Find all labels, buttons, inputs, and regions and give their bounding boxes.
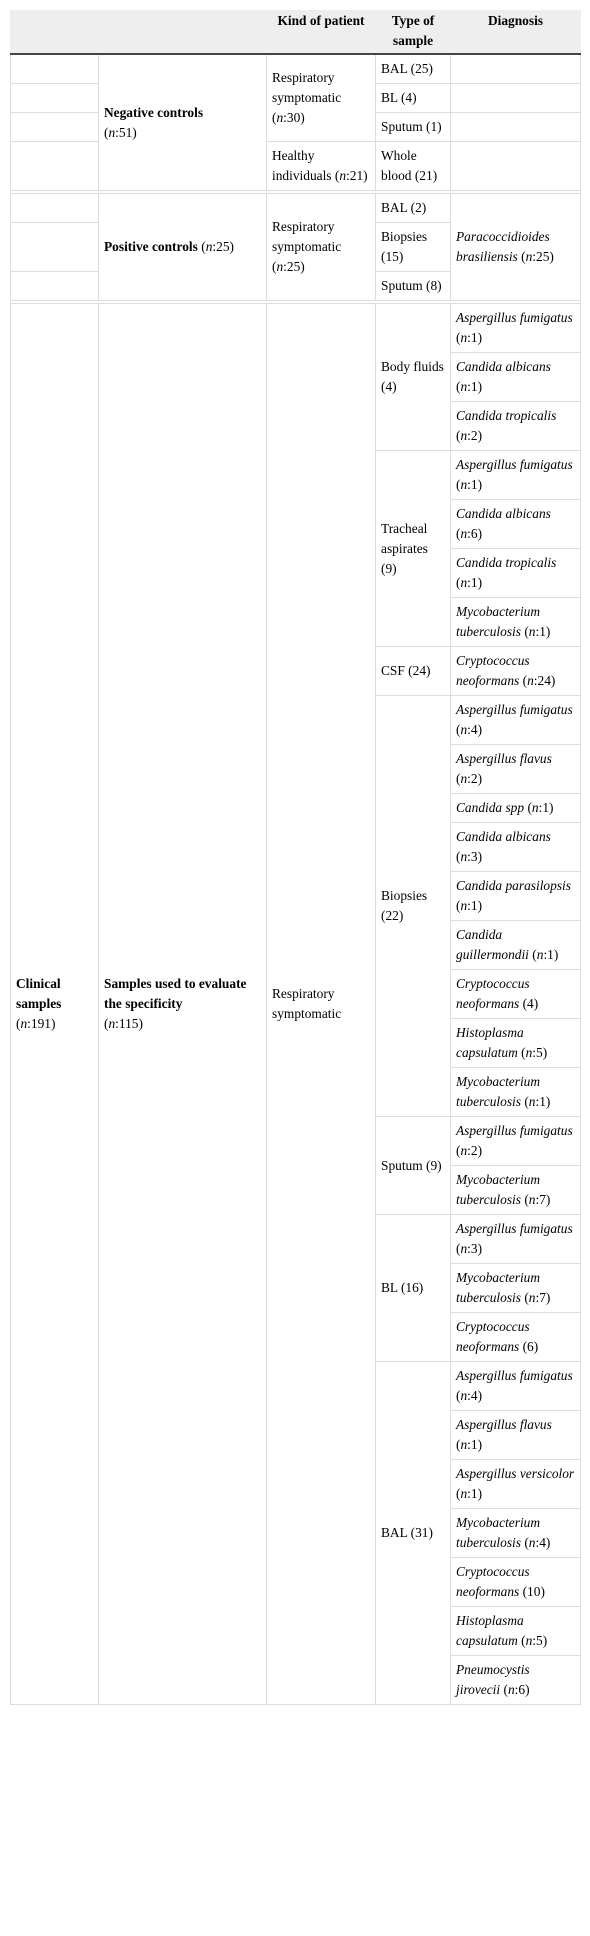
diagnosis-cell — [451, 1068, 581, 1117]
diagnosis-name: Cryptococcus neoformans — [456, 1319, 530, 1354]
clinical-samples-cell — [11, 304, 99, 1705]
header-type: Type of sample — [376, 11, 451, 55]
positive-biopsies: Biopsies (15) — [376, 223, 451, 272]
diagnosis-name: Mycobacterium tuberculosis — [456, 1270, 541, 1305]
diagnosis-n: (n:1) — [456, 898, 483, 913]
diagnosis-name: Aspergillus fumigatus — [456, 1123, 573, 1138]
diagnosis-name: Pneumocystis jirovecii — [456, 1662, 530, 1697]
diagnosis-name: Candida albicans — [456, 359, 551, 374]
diagnosis-n: (n:2) — [456, 428, 483, 443]
diagnosis-n: (n:4) — [456, 1388, 483, 1403]
diagnosis-n: (n:6) — [503, 1682, 530, 1697]
negative-bl: BL (4) — [376, 84, 451, 113]
diagnosis-n: (n:1) — [527, 800, 554, 815]
diagnosis-n: (n:1) — [456, 477, 483, 492]
empty-cell — [11, 142, 99, 191]
empty-cell — [451, 113, 581, 142]
diagnosis-name: Aspergillus fumigatus — [456, 457, 573, 472]
diagnosis-name: Aspergillus fumigatus — [456, 1221, 573, 1236]
diagnosis-cell — [451, 353, 581, 402]
negative-whole-blood: Whole blood (21) — [376, 142, 451, 191]
diagnosis-name: Candida parasilopsis — [456, 878, 571, 893]
empty-cell — [11, 54, 99, 84]
header-kind: Kind of patient — [267, 11, 376, 55]
diagnosis-cell — [451, 1313, 581, 1362]
table-row — [11, 194, 581, 223]
diagnosis-n: (4) — [522, 996, 539, 1011]
negative-resp-kind-text: Respiratory symptomatic (n:30) — [272, 70, 342, 125]
header-row — [11, 11, 581, 55]
diagnosis-cell — [451, 1411, 581, 1460]
diagnosis-n: (n:1) — [456, 1486, 483, 1501]
diagnosis-name: Aspergillus fumigatus — [456, 702, 573, 717]
diagnosis-cell — [451, 745, 581, 794]
clinical-samples-label: Clinical samples — [16, 976, 62, 1011]
diagnosis-n: (6) — [522, 1339, 539, 1354]
empty-cell — [11, 272, 99, 301]
positive-controls-n: (n:25) — [201, 239, 234, 254]
diagnosis-cell — [451, 794, 581, 823]
clinical-kind: Respiratory symptomatic — [267, 304, 376, 1705]
sample-type: CSF (24) — [376, 647, 451, 696]
diagnosis-name: Mycobacterium tuberculosis — [456, 1515, 541, 1550]
diagnosis-n: (10) — [522, 1584, 545, 1599]
positive-dx-name: Paracoccidioides brasiliensis — [456, 229, 550, 264]
negative-controls-cell — [99, 54, 267, 191]
diagnosis-cell — [451, 1656, 581, 1705]
diagnosis-cell — [451, 1166, 581, 1215]
specificity-n: (n:115) — [104, 1016, 143, 1031]
positive-kind-text: Respiratory symptomatic (n:25) — [272, 219, 342, 274]
positive-bal: BAL (2) — [376, 194, 451, 223]
negative-resp-kind — [267, 54, 376, 142]
diagnosis-name: Aspergillus fumigatus — [456, 310, 573, 325]
diagnosis-n: (n:3) — [456, 849, 483, 864]
diagnosis-n: (n:3) — [456, 1241, 483, 1256]
empty-cell — [11, 223, 99, 272]
diagnosis-n: (n:1) — [524, 624, 551, 639]
header-col2 — [99, 11, 267, 55]
diagnosis-cell — [451, 970, 581, 1019]
sample-type: Biopsies (22) — [376, 696, 451, 1117]
diagnosis-n: (n:7) — [524, 1290, 551, 1305]
diagnosis-name: Aspergillus versicolor — [456, 1466, 575, 1481]
diagnosis-n: (n:4) — [524, 1535, 551, 1550]
sample-type: Sputum (9) — [376, 1117, 451, 1215]
diagnosis-cell — [451, 304, 581, 353]
diagnosis-n: (n:4) — [456, 722, 483, 737]
diagnosis-cell — [451, 549, 581, 598]
sample-type: Tracheal aspirates (9) — [376, 451, 451, 647]
diagnosis-name: Histoplasma capsulatum — [456, 1025, 524, 1060]
negative-bal: BAL (25) — [376, 54, 451, 84]
diagnosis-name: Mycobacterium tuberculosis — [456, 1172, 541, 1207]
diagnosis-n: (n:1) — [456, 379, 483, 394]
diagnosis-cell — [451, 402, 581, 451]
diagnosis-n: (n:5) — [521, 1633, 548, 1648]
diagnosis-name: Mycobacterium tuberculosis — [456, 1074, 541, 1109]
positive-sputum: Sputum (8) — [376, 272, 451, 301]
positive-kind — [267, 194, 376, 301]
table-row — [11, 142, 581, 191]
clinical-samples-n: (n:191) — [16, 1016, 56, 1031]
negative-controls-label: Negative controls — [104, 104, 204, 120]
negative-sputum: Sputum (1) — [376, 113, 451, 142]
diagnosis-cell — [451, 1509, 581, 1558]
diagnosis-name: Candida albicans — [456, 829, 551, 844]
diagnosis-name: Candida tropicalis — [456, 555, 557, 570]
sample-type: BL (16) — [376, 1215, 451, 1362]
samples-table — [10, 10, 581, 1705]
positive-dx-n: (n:25) — [521, 249, 554, 264]
diagnosis-cell — [451, 1117, 581, 1166]
diagnosis-name: Candida albicans — [456, 506, 551, 521]
specificity-label: Samples used to evaluate the specificity — [104, 976, 247, 1011]
diagnosis-name: Histoplasma capsulatum — [456, 1613, 524, 1648]
diagnosis-cell — [451, 823, 581, 872]
diagnosis-name: Candida tropicalis — [456, 408, 557, 423]
diagnosis-cell — [451, 598, 581, 647]
empty-cell — [451, 84, 581, 113]
empty-cell — [451, 142, 581, 191]
diagnosis-cell — [451, 451, 581, 500]
diagnosis-cell — [451, 1264, 581, 1313]
table-row — [11, 304, 581, 353]
diagnosis-cell — [451, 500, 581, 549]
diagnosis-name: Mycobacterium tuberculosis — [456, 604, 541, 639]
diagnosis-cell — [451, 1019, 581, 1068]
diagnosis-n: (n:5) — [521, 1045, 548, 1060]
empty-cell — [11, 84, 99, 113]
diagnosis-name: Aspergillus flavus — [456, 751, 552, 766]
diagnosis-name: Candida spp — [456, 800, 525, 815]
sample-type: Body fluids (4) — [376, 304, 451, 451]
diagnosis-cell — [451, 1460, 581, 1509]
diagnosis-cell — [451, 1215, 581, 1264]
positive-controls-label: Positive controls — [104, 239, 198, 254]
empty-cell — [11, 113, 99, 142]
diagnosis-n: (n:1) — [456, 575, 483, 590]
diagnosis-name: Cryptococcus neoformans — [456, 1564, 530, 1599]
diagnosis-n: (n:2) — [456, 1143, 483, 1158]
diagnosis-cell — [451, 1607, 581, 1656]
positive-controls-cell — [99, 194, 267, 301]
diagnosis-cell — [451, 921, 581, 970]
specificity-samples-cell — [99, 304, 267, 1705]
table-row — [11, 54, 581, 84]
diagnosis-name: Cryptococcus neoformans — [456, 976, 530, 1011]
diagnosis-cell — [451, 1362, 581, 1411]
diagnosis-n: (n:1) — [532, 947, 559, 962]
diagnosis-n: (n:1) — [456, 1437, 483, 1452]
diagnosis-name: Cryptococcus neoformans — [456, 653, 530, 688]
diagnosis-n: (n:7) — [524, 1192, 551, 1207]
diagnosis-cell — [451, 696, 581, 745]
diagnosis-n: (n:1) — [524, 1094, 551, 1109]
diagnosis-cell — [451, 872, 581, 921]
diagnosis-name: Aspergillus flavus — [456, 1417, 552, 1432]
sample-type: BAL (31) — [376, 1362, 451, 1705]
diagnosis-name: Candida guillermondii — [456, 927, 529, 962]
diagnosis-n: (n:24) — [522, 673, 556, 688]
negative-controls-n: (n:51) — [104, 124, 137, 140]
empty-cell — [451, 54, 581, 84]
diagnosis-name: Aspergillus fumigatus — [456, 1368, 573, 1383]
header-diagnosis: Diagnosis — [451, 11, 581, 55]
empty-cell — [11, 194, 99, 223]
negative-healthy-kind-text: Healthy individuals (n:21) — [272, 148, 368, 183]
negative-healthy-kind — [267, 142, 376, 191]
diagnosis-cell — [451, 1558, 581, 1607]
header-col1 — [11, 11, 99, 55]
diagnosis-n: (n:2) — [456, 771, 483, 786]
diagnosis-n: (n:1) — [456, 330, 483, 345]
positive-diagnosis — [451, 194, 581, 301]
diagnosis-n: (n:6) — [456, 526, 483, 541]
diagnosis-cell — [451, 647, 581, 696]
